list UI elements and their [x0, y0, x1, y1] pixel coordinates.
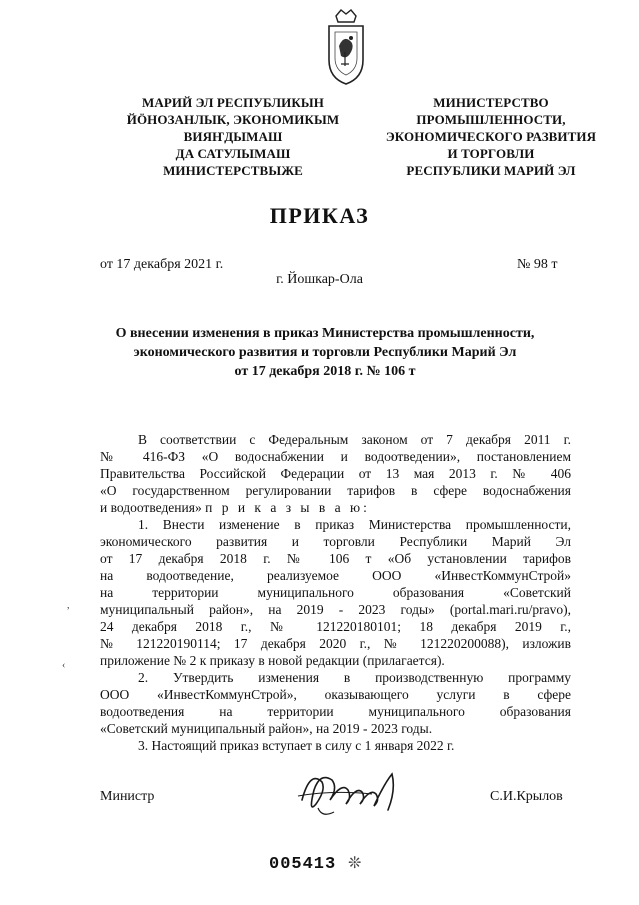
header-left-mari: [120, 94, 346, 179]
document-date: от 17 декабря 2021 г.: [100, 257, 224, 272]
header-right-line: РЕСПУБЛИКИ МАРИЙ ЭЛ: [406, 163, 576, 178]
document-city: г. Йошкар-Ола: [276, 272, 363, 287]
header-left-line: ЙӦНОЗАНЛЫК, ЭКОНОМИКЫМ: [126, 112, 340, 127]
body-line: Правительства Российской Федерации от 13 мая 2013 г. № 406: [100, 466, 571, 481]
decree-word: п р и к а з ы в а ю:: [205, 500, 370, 515]
serial-number: 005413: [269, 855, 337, 874]
handwritten-signature: [292, 760, 407, 820]
subject-line: экономического развития и торговли Республики Марий Эл: [133, 345, 517, 360]
coat-of-arms-icon: [321, 8, 371, 88]
header-left-line: МАРИЙ ЭЛ РЕСПУБЛИКЫН: [141, 95, 325, 110]
subject-line: от 17 декабря 2018 г. № 106 т: [234, 364, 416, 379]
body-line: [100, 499, 571, 516]
serial-star-icon: ❊: [348, 855, 362, 872]
header-right-russian: [356, 94, 626, 179]
header-right-line: ЭКОНОМИЧЕСКОГО РАЗВИТИЯ: [385, 129, 597, 144]
signatory-title: Министр: [100, 789, 155, 804]
margin-mark: ,: [67, 600, 70, 611]
document-subject: [90, 324, 560, 381]
body-line: № 416-ФЗ «О водоснабжении и водоотведении», постановлением: [100, 449, 571, 464]
body-line: 3. Настоящий приказ вступает в силу с 1 января 2022 г.: [138, 738, 455, 753]
header-right-line: ПРОМЫШЛЕННОСТИ,: [416, 112, 566, 127]
document-body: [100, 431, 571, 754]
body-line: экономического развития и торговли Республики Марий Эл: [100, 534, 571, 549]
body-line: 24 декабря 2018 г., № 121220180101; 18 декабря 2019 г.,: [100, 619, 571, 634]
body-line: 1. Внести изменение в приказ Министерства промышленности,: [138, 517, 571, 532]
subject-line: О внесении изменения в приказ Министерства промышленности,: [115, 326, 535, 341]
body-line: на территории муниципального образования «Советский: [100, 585, 571, 600]
header-left-line: ДА САТУЛЫМАШ: [175, 146, 291, 161]
body-line: на водоотведение, реализуемое ООО «ИнвестКоммунСтрой»: [100, 568, 571, 583]
margin-mark: ‹: [62, 660, 66, 671]
body-line: «Советский муниципальный район», на 2019 - 2023 годы.: [100, 721, 433, 736]
header-left-line: ВИЯҤДЫМАШ: [183, 129, 283, 144]
body-line: «О государственном регулировании тарифов в сфере водоснабжения: [100, 483, 571, 498]
body-line: № 121220190114; 17 декабря 2020 г., № 121220200088), изложив: [100, 636, 571, 651]
body-line-text: и водоотведения»: [100, 500, 202, 515]
header-right-line: И ТОРГОВЛИ: [447, 146, 535, 161]
body-line: ООО «ИнвестКоммунСтрой», оказывающего услуги в сфере: [100, 687, 571, 702]
document-number: № 98 т: [517, 257, 558, 272]
body-line: водоотведения на территории муниципального образования: [100, 704, 571, 719]
body-line: муниципальный район», на 2019 - 2023 годы» (portal.mari.ru/pravo),: [100, 602, 571, 617]
body-line: В соответствии с Федеральным законом от 7 декабря 2011 г.: [138, 432, 571, 447]
body-line: 2. Утвердить изменения в производственную программу: [138, 670, 571, 685]
document-type-title: ПРИКАЗ: [269, 203, 370, 228]
signatory-name: С.И.Крылов: [490, 789, 563, 804]
body-line: приложение № 2 к приказу в новой редакции (прилагается).: [100, 653, 445, 668]
header-right-line: МИНИСТЕРСТВО: [433, 95, 549, 110]
body-line: от 17 декабря 2018 г. № 106 т «Об установлении тарифов: [100, 551, 571, 566]
header-left-line: МИНИСТЕРСТВЫЖЕ: [163, 163, 303, 178]
